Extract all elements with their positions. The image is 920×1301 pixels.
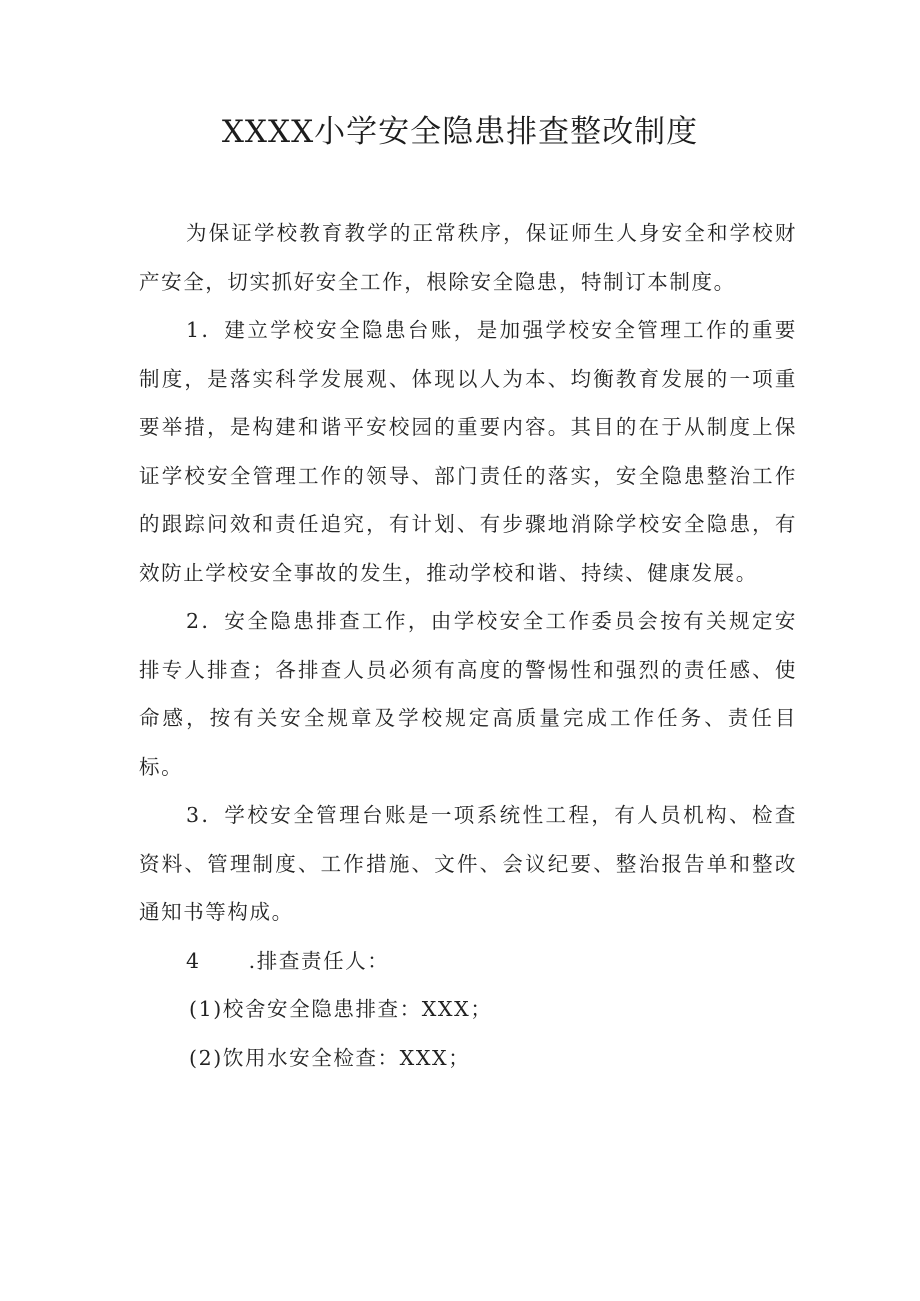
section-1-paragraph: 1．建立学校安全隐患台账，是加强学校安全管理工作的重要制度，是落实科学发展观、体现以人为本、均衡教育发展的一项重要举措，是构建和谐平安校园的重要内容。其目的在于从制度上保证学校安全管理工作的领导、部门责任的落实，安全隐患整治工作的跟踪问效和责任追究，有计划、有步骤地消除学校安全隐患，有效防止学校安全事故的发生，推动学校和谐、持续、健康发展。 — [139, 318, 797, 585]
section-3-paragraph: 3．学校安全管理台账是一项系统性工程，有人员机构、检查资料、管理制度、工作措施、文件、会议纪要、整治报告单和整改通知书等构成。 — [139, 803, 797, 924]
list-item: (2)饮用水安全检查：XXX； — [189, 1045, 471, 1070]
section-4-number: 4 — [186, 948, 201, 973]
document-title: XXXX小学安全隐患排查整改制度 — [221, 114, 699, 150]
list-item: (1)校舍安全隐患排查：XXX； — [189, 997, 493, 1021]
section-4-label: .排查责任人： — [248, 948, 390, 973]
section-2-paragraph: 2．安全隐患排查工作，由学校安全工作委员会按有关规定安排专人排查；各排查人员必须有高度的警惕性和强烈的责任感、使命感，按有关安全规章及学校规定高质量完成工作任务、责任目标。 — [139, 609, 797, 779]
intro-paragraph: 为保证学校教育教学的正常秩序，保证师生人身安全和学校财产安全，切实抓好安全工作，根除安全隐患，特制订本制度。 — [139, 221, 797, 294]
section-4-heading — [139, 937, 797, 986]
document-body — [139, 209, 797, 1082]
